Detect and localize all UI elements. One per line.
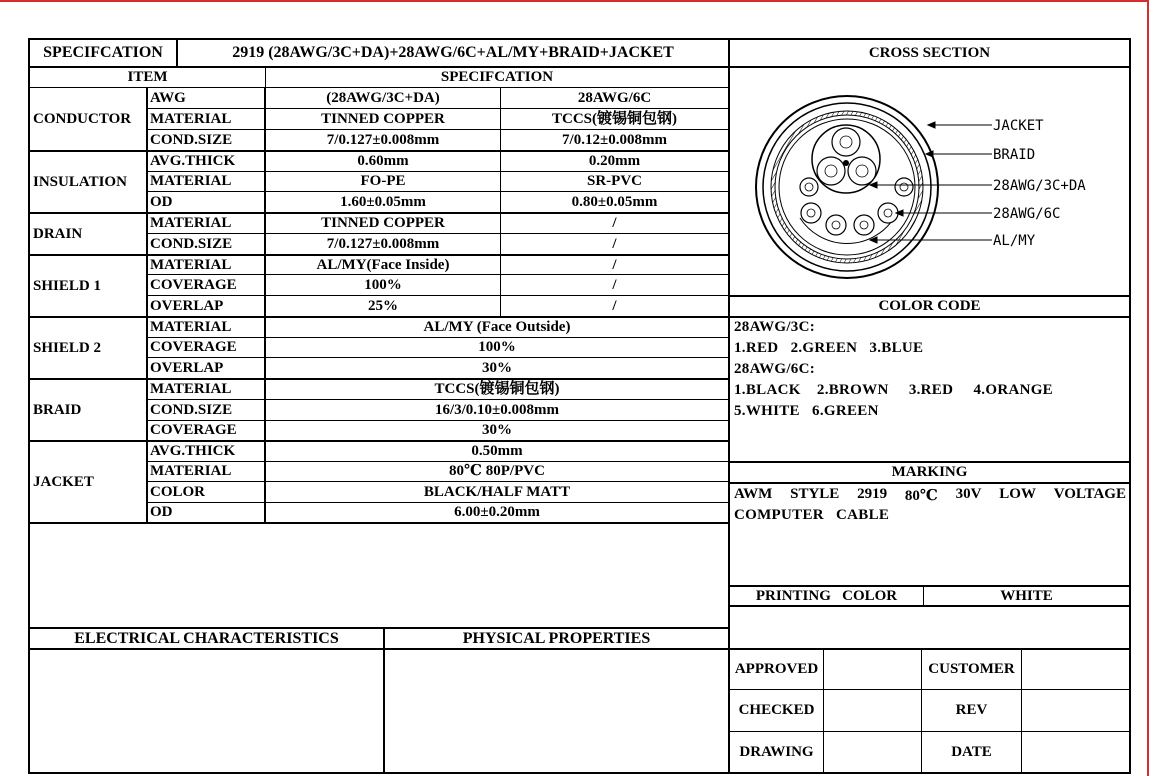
conductor-awg-label: AWG	[150, 89, 186, 106]
jacket-label: JACKET	[33, 473, 94, 490]
insulation-material-label: MATERIAL	[150, 173, 232, 189]
braid-size: 16/3/0.10±0.008mm	[434, 401, 560, 418]
cross-section-diagram	[730, 68, 1129, 295]
jacket-color-label: COLOR	[150, 483, 206, 500]
marking-word: STYLE	[790, 486, 840, 502]
drain-size-b: /	[612, 235, 617, 252]
checked-label: CHECKED	[738, 702, 815, 718]
shield1-coverage-b: /	[612, 276, 617, 293]
cross-section-title: CROSS SECTION	[868, 44, 991, 61]
jacket-thick-label: AVG.THICK	[150, 443, 236, 459]
cross-label-jacket: JACKET	[993, 118, 1044, 134]
shield1-material-label: MATERIAL	[150, 256, 232, 273]
shield2-label: SHIELD 2	[33, 339, 101, 356]
shield1-coverage-a: 100%	[364, 276, 402, 293]
marking-word: LOW	[999, 486, 1036, 502]
cross-label-braid: BRAID	[993, 147, 1036, 163]
conductor-size-a: 7/0.127±0.008mm	[326, 131, 440, 148]
shield2-coverage: 100%	[478, 339, 516, 355]
marking-word: 2919	[857, 486, 888, 502]
drain-material-b: /	[612, 215, 617, 231]
insulation-thick-a: 0.60mm	[357, 153, 409, 169]
shield2-material: AL/MY (Face Outside)	[423, 319, 571, 335]
drain-label: DRAIN	[33, 225, 83, 242]
conductor-size-b: 7/0.12±0.008mm	[562, 131, 667, 148]
color-group2-list-2: 5.WHITE 6.GREEN	[734, 403, 879, 419]
printing-color-value: WHITE	[1000, 587, 1053, 604]
jacket-od: 6.00±0.20mm	[454, 504, 540, 520]
color-group2-title: 28AWG/6C:	[734, 361, 816, 377]
color-group1-list: 1.RED 2.GREEN 3.BLUE	[734, 340, 924, 356]
shield2-overlap: 30%	[482, 359, 512, 376]
shield2-material-label: MATERIAL	[150, 319, 232, 335]
conductor-label: CONDUCTOR	[33, 110, 132, 127]
marking-line-1	[734, 486, 1126, 505]
drain-material-label: MATERIAL	[150, 215, 232, 231]
cross-label-almy: AL/MY	[993, 233, 1036, 249]
shield2-overlap-label: OVERLAP	[150, 359, 224, 376]
conductor-material-label: MATERIAL	[150, 110, 232, 127]
insulation-od-a: 1.60±0.05mm	[340, 193, 426, 210]
shield1-overlap-label: OVERLAP	[150, 297, 224, 314]
shield2-coverage-label: COVERAGE	[150, 339, 237, 355]
braid-coverage-label: COVERAGE	[150, 422, 237, 438]
color-group1-title: 28AWG/3C:	[734, 319, 816, 335]
shield1-overlap-a: 25%	[368, 297, 398, 314]
color-code-title: COLOR CODE	[878, 298, 981, 314]
insulation-thick-b: 0.20mm	[588, 153, 641, 169]
color-group2-list: 1.BLACK 2.BROWN 3.RED 4.ORANGE	[734, 382, 1053, 398]
insulation-thick-label: AVG.THICK	[150, 153, 236, 169]
conductor-material-a: TINNED COPPER	[321, 110, 445, 127]
shield1-coverage-label: COVERAGE	[150, 276, 237, 293]
marking-line-2: COMPUTER CABLE	[734, 507, 890, 523]
jacket-material-label: MATERIAL	[150, 463, 232, 479]
electrical-characteristics-header: ELECTRICAL CHARACTERISTICS	[74, 629, 339, 647]
customer-label: CUSTOMER	[928, 661, 1015, 677]
insulation-od-label: OD	[150, 193, 173, 210]
jacket-od-label: OD	[150, 504, 173, 520]
drain-material-a: TINNED COPPER	[321, 215, 445, 231]
insulation-material-b: SR-PVC	[587, 173, 642, 189]
drain-size-a: 7/0.127±0.008mm	[326, 235, 440, 252]
conductor-material-b: TCCS(镀锡铜包钢)	[551, 110, 677, 127]
marking-word: 30V	[955, 486, 982, 502]
spec-title: 2919 (28AWG/3C+DA)+28AWG/6C+AL/MY+BRAID+JACKET	[232, 44, 674, 61]
shield1-overlap-b: /	[612, 297, 617, 314]
core-3c-group	[812, 125, 880, 193]
drain-size-label: COND.SIZE	[150, 235, 233, 252]
braid-coverage: 30%	[482, 422, 512, 438]
physical-properties-header: PHYSICAL PROPERTIES	[462, 629, 651, 647]
insulation-material-a: FO-PE	[360, 173, 406, 189]
marking-word: AWM	[734, 486, 773, 502]
date-label: DATE	[951, 743, 992, 760]
shield1-material-a: AL/MY(Face Inside)	[316, 256, 450, 273]
jacket-thick: 0.50mm	[471, 443, 523, 459]
cross-label-6c: 28AWG/6C	[993, 206, 1061, 222]
jacket-material: 80℃ 80P/PVC	[449, 463, 545, 479]
braid-size-label: COND.SIZE	[150, 401, 233, 418]
approved-label: APPROVED	[734, 661, 819, 677]
spec-label: SPECIFCATION	[43, 44, 163, 61]
rev-label: REV	[955, 702, 988, 718]
printing-color-label: PRINTING COLOR	[755, 587, 898, 604]
specification-header: SPECIFCATION	[440, 69, 554, 85]
jacket-color: BLACK/HALF MATT	[423, 483, 571, 500]
conductor-awg-b: 28AWG/6C	[577, 89, 652, 106]
conductor-size-label: COND.SIZE	[150, 131, 233, 148]
cross-label-3c: 28AWG/3C+DA	[993, 178, 1086, 194]
shield1-label: SHIELD 1	[33, 277, 101, 294]
conductor-awg-a: (28AWG/3C+DA)	[326, 89, 440, 106]
marking-word: VOLTAGE	[1053, 486, 1126, 502]
braid-material: TCCS(镀锡铜包钢)	[434, 381, 560, 397]
marking-word: 80℃	[904, 488, 938, 504]
item-header: ITEM	[127, 69, 168, 85]
braid-label: BRAID	[33, 401, 82, 418]
braid-material-label: MATERIAL	[150, 381, 232, 397]
drawing-label: DRAWING	[739, 743, 814, 760]
shield1-material-b: /	[612, 256, 617, 273]
insulation-label: INSULATION	[33, 173, 127, 190]
marking-title: MARKING	[891, 464, 968, 480]
insulation-od-b: 0.80±0.05mm	[571, 193, 658, 210]
